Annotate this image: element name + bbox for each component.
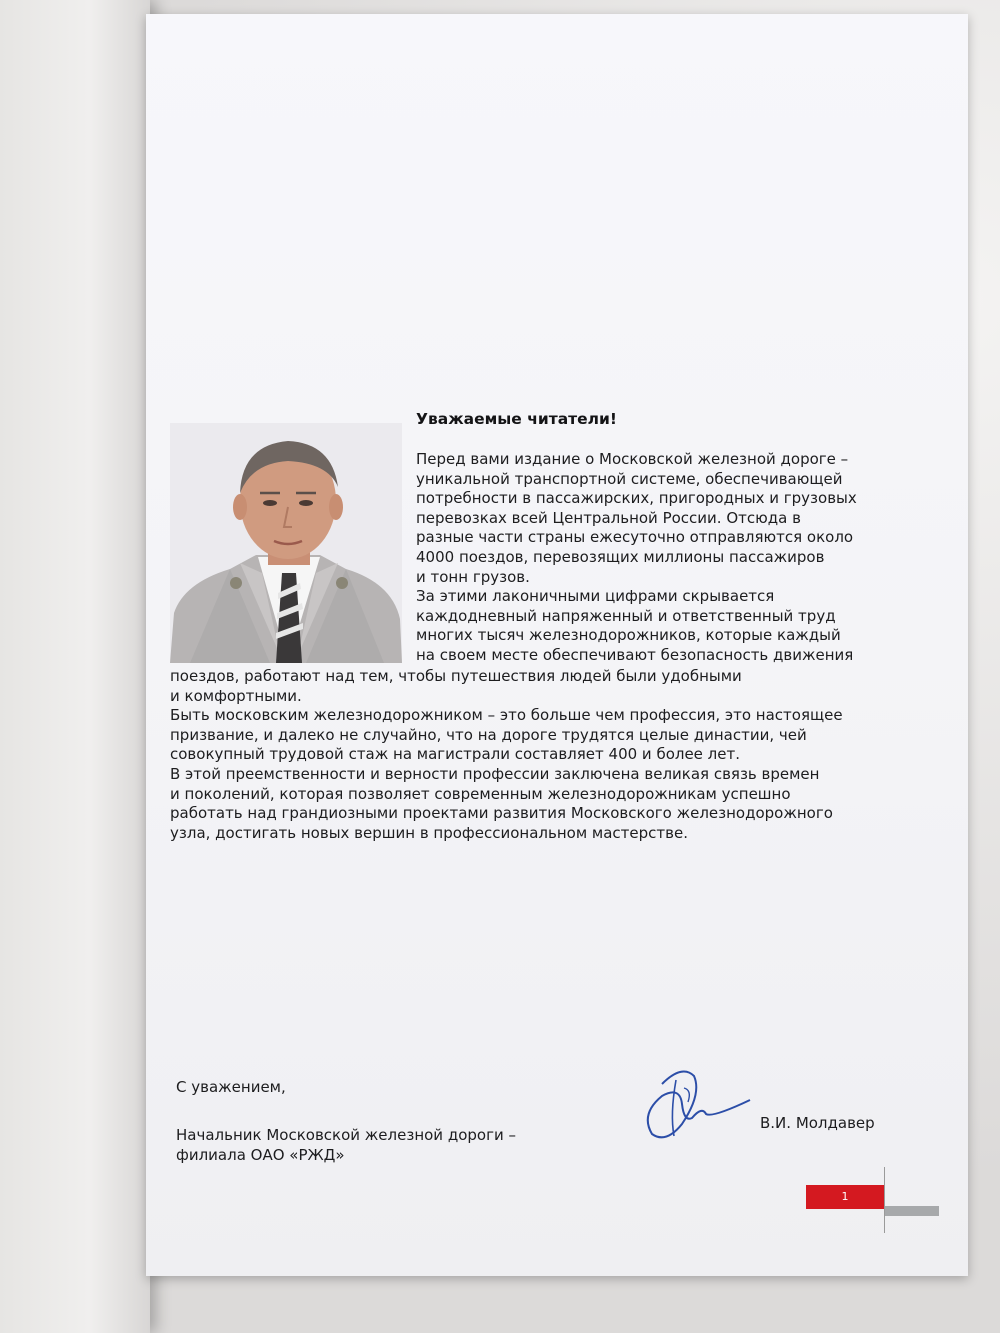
portrait-photo <box>170 423 402 663</box>
text-line: 4000 поездов, перевозящих миллионы пассажиров <box>416 547 825 566</box>
text-line: За этими лаконичными цифрами скрывается <box>416 587 775 606</box>
footer-divider-line <box>884 1167 885 1233</box>
text-line: и поколений, которая позволяет современным железнодорожникам успешно <box>170 784 791 803</box>
text-line: каждодневный напряженный и ответственный труд <box>416 606 836 625</box>
text-line: Перед вами издание о Московской железной дороге – <box>416 450 849 468</box>
text-line: В этой преемственности и верности профессии заключена великая связь времен <box>170 764 820 783</box>
book-page <box>146 14 968 1276</box>
intro-paragraph <box>416 450 886 666</box>
position-title-line1: Начальник Московской железной дороги – <box>176 1126 516 1144</box>
text-line: работать над грандиозными проектами развития Московского железнодорожного <box>170 804 833 823</box>
text-line: уникальной транспортной системе, обеспечивающей <box>416 469 843 488</box>
page-number-bar: 1 <box>806 1185 884 1209</box>
text-line: совокупный трудовой стаж на магистрали составляет 400 и более лет. <box>170 745 740 764</box>
text-line: и тонн грузов. <box>416 567 530 586</box>
left-page-edge <box>0 0 150 1333</box>
closing-regards: С уважением, <box>176 1078 286 1096</box>
text-line: узла, достигать новых вершин в профессиональном мастерстве. <box>170 823 688 842</box>
greeting-heading: Уважаемые читатели! <box>416 410 617 428</box>
text-line: призвание, и далеко не случайно, что на дороге трудятся целые династии, чей <box>170 725 807 744</box>
text-line: потребности в пассажирских, пригородных и грузовых <box>416 489 857 508</box>
handwritten-signature <box>622 1044 752 1154</box>
position-title-line2: филиала ОАО «РЖД» <box>176 1146 345 1164</box>
text-line: разные части страны ежесуточно отправляются около <box>416 528 854 547</box>
text-line: Быть московским железнодорожником – это больше чем профессия, это настоящее <box>170 706 843 725</box>
body-paragraph <box>170 667 890 843</box>
text-line: перевозках всей Центральной России. Отсюда в <box>416 508 801 527</box>
text-line: поездов, работают над тем, чтобы путешествия людей были удобными <box>170 667 742 685</box>
text-line: и комфортными. <box>170 686 302 705</box>
text-line: на своем месте обеспечивают безопасность движения <box>416 645 854 664</box>
signer-name: В.И. Молдавер <box>760 1114 875 1132</box>
text-line: многих тысяч железнодорожников, которые каждый <box>416 626 841 645</box>
footer-gray-bar <box>885 1206 939 1216</box>
